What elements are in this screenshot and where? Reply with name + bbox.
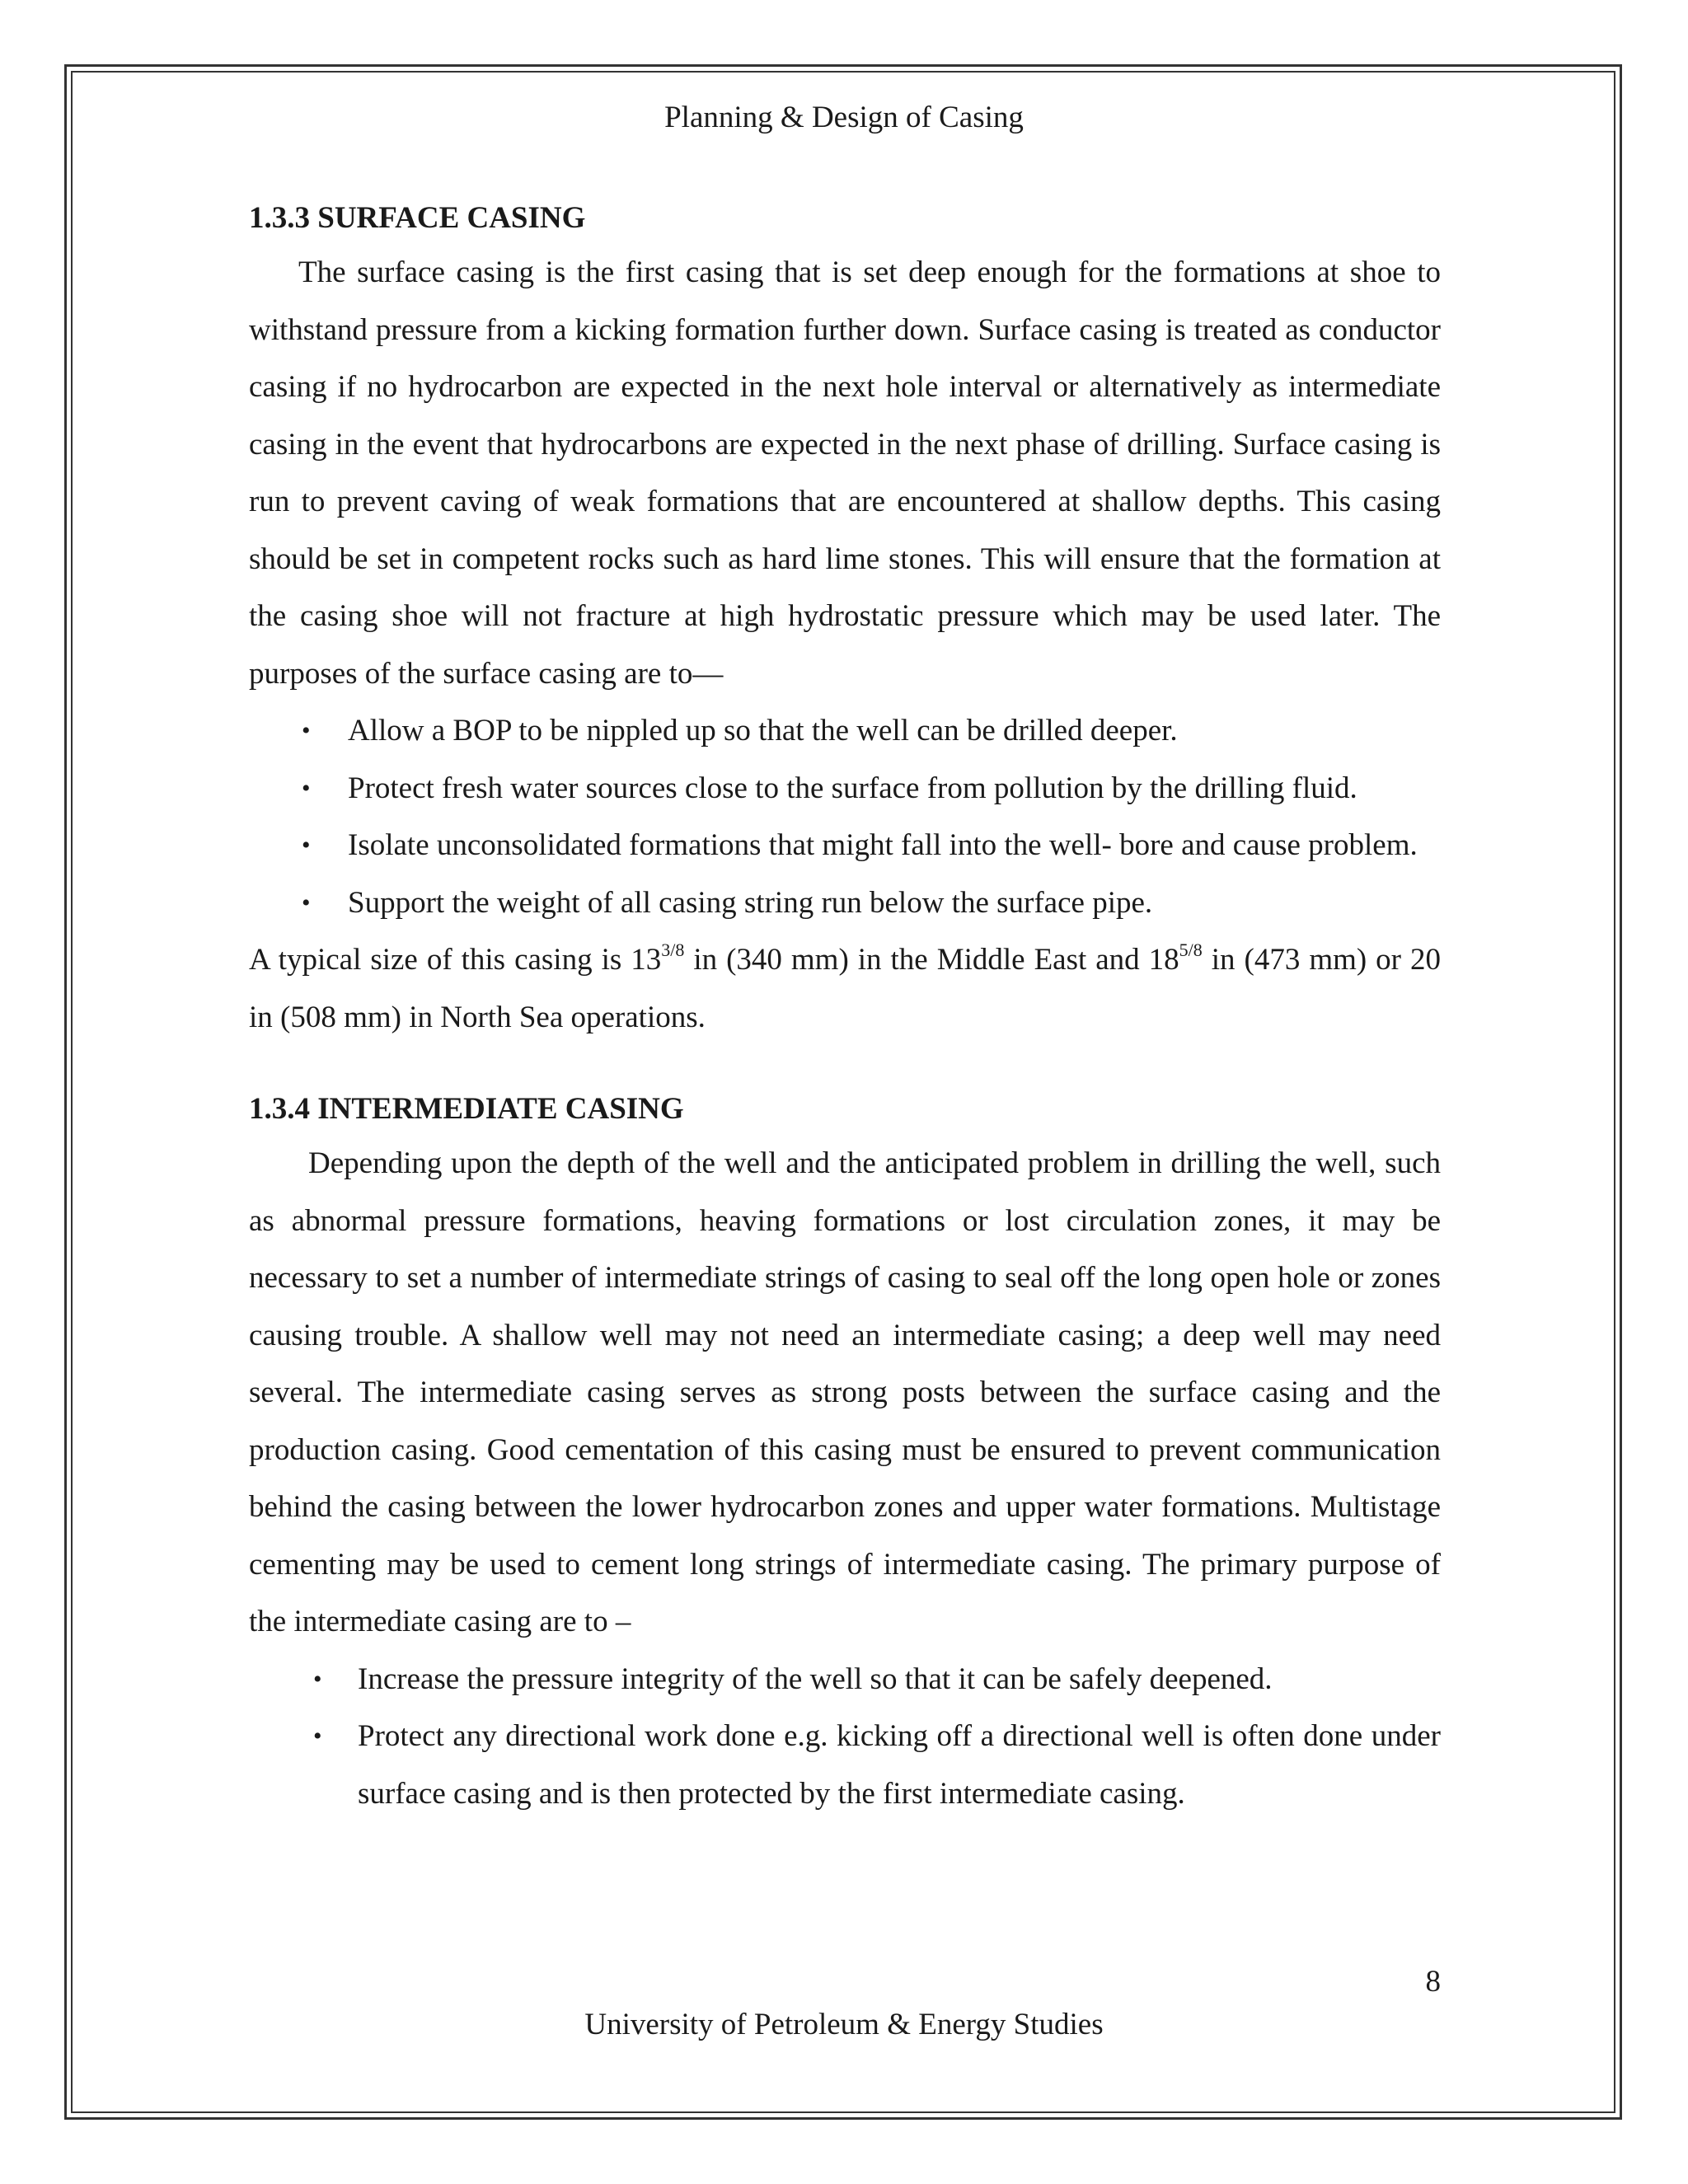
bullet-icon: • [313, 1722, 322, 1750]
intermediate-casing-purpose-list [249, 1651, 1441, 1823]
list-item-text: Isolate unconsolidated formations that might fall into the well- bore and cause problem. [348, 828, 1418, 862]
surface-casing-size-note [249, 931, 1441, 1046]
size-note-text: in (473 mm) or 20 in (508 mm) in North Sea operations. [249, 943, 1441, 1034]
bullet-icon: • [302, 888, 311, 916]
running-footer: University of Petroleum & Energy Studies [584, 2008, 1104, 2041]
size-note-text: A typical size of this casing is 13 [249, 943, 662, 977]
list-item [249, 702, 1441, 760]
list-item [249, 760, 1441, 818]
page-content [249, 198, 1441, 1822]
surface-casing-purpose-list [249, 702, 1441, 931]
intermediate-casing-paragraph: Depending upon the depth of the well and the anticipated problem in drilling the well, such as abnormal pressure formations, heaving formations or lost circulation zones, it may be necessary to set a number of intermediate strings of casing to seal off the long open hole or zones causing trouble. A shallow well may not need an intermediate casing; a deep well may need several. The intermediate casing serves as strong posts between the surface casing and the production casing. Good cementation of this casing must be ensured to prevent communication behind the casing between the lower hydrocarbon zones and upper water formations. Multistage cementing may be used to cement long strings of intermediate casing. The primary purpose of the intermediate casing are to – [249, 1146, 1441, 1638]
list-item-text: Increase the pressure integrity of the well so that it can be safely deepened. [358, 1661, 1273, 1696]
bullet-icon: • [302, 832, 311, 859]
section-heading-intermediate-casing: 1.3.4 INTERMEDIATE CASING [249, 1092, 684, 1126]
list-item [249, 817, 1441, 874]
size-fraction-sup: 5/8 [1179, 940, 1203, 960]
list-item [249, 1651, 1441, 1708]
list-item-text: Allow a BOP to be nippled up so that the well can be drilled deeper. [348, 714, 1178, 748]
list-item [249, 874, 1441, 932]
page-number: 8 [1425, 1965, 1441, 1999]
size-fraction-sup: 3/8 [661, 940, 685, 960]
bullet-icon: • [313, 1665, 322, 1693]
list-item [249, 1708, 1441, 1822]
list-item-text: Protect any directional work done e.g. kicking off a directional well is often done under surface casing and is then protected by the first intermediate casing. [358, 1719, 1441, 1811]
bullet-icon: • [302, 774, 311, 802]
size-note-text: in (340 mm) in the Middle East and 18 [684, 943, 1179, 977]
list-item-text: Support the weight of all casing string run below the surface pipe. [348, 885, 1153, 920]
running-header: Planning & Design of Casing [664, 101, 1024, 134]
bullet-icon: • [302, 717, 311, 744]
section-heading-surface-casing: 1.3.3 SURFACE CASING [249, 201, 586, 235]
surface-casing-paragraph: The surface casing is the first casing that is set deep enough for the formations at shoe to withstand pressure from a kicking formation further down. Surface casing is treated as conductor casing if no hydrocarbon are expected in the next hole interval or alternatively as intermediate casing in the event that hydrocarbons are expected in the next phase of drilling. Surface casing is run to prevent caving of weak formations that are encountered at shallow depths. This casing should be set in competent rocks such as hard lime stones. This will ensure that the formation at the casing shoe will not fracture at high hydrostatic pressure which may be used later. The purposes of the surface casing are to— [249, 255, 1441, 691]
list-item-text: Protect fresh water sources close to the surface from pollution by the drilling fluid. [348, 771, 1357, 805]
